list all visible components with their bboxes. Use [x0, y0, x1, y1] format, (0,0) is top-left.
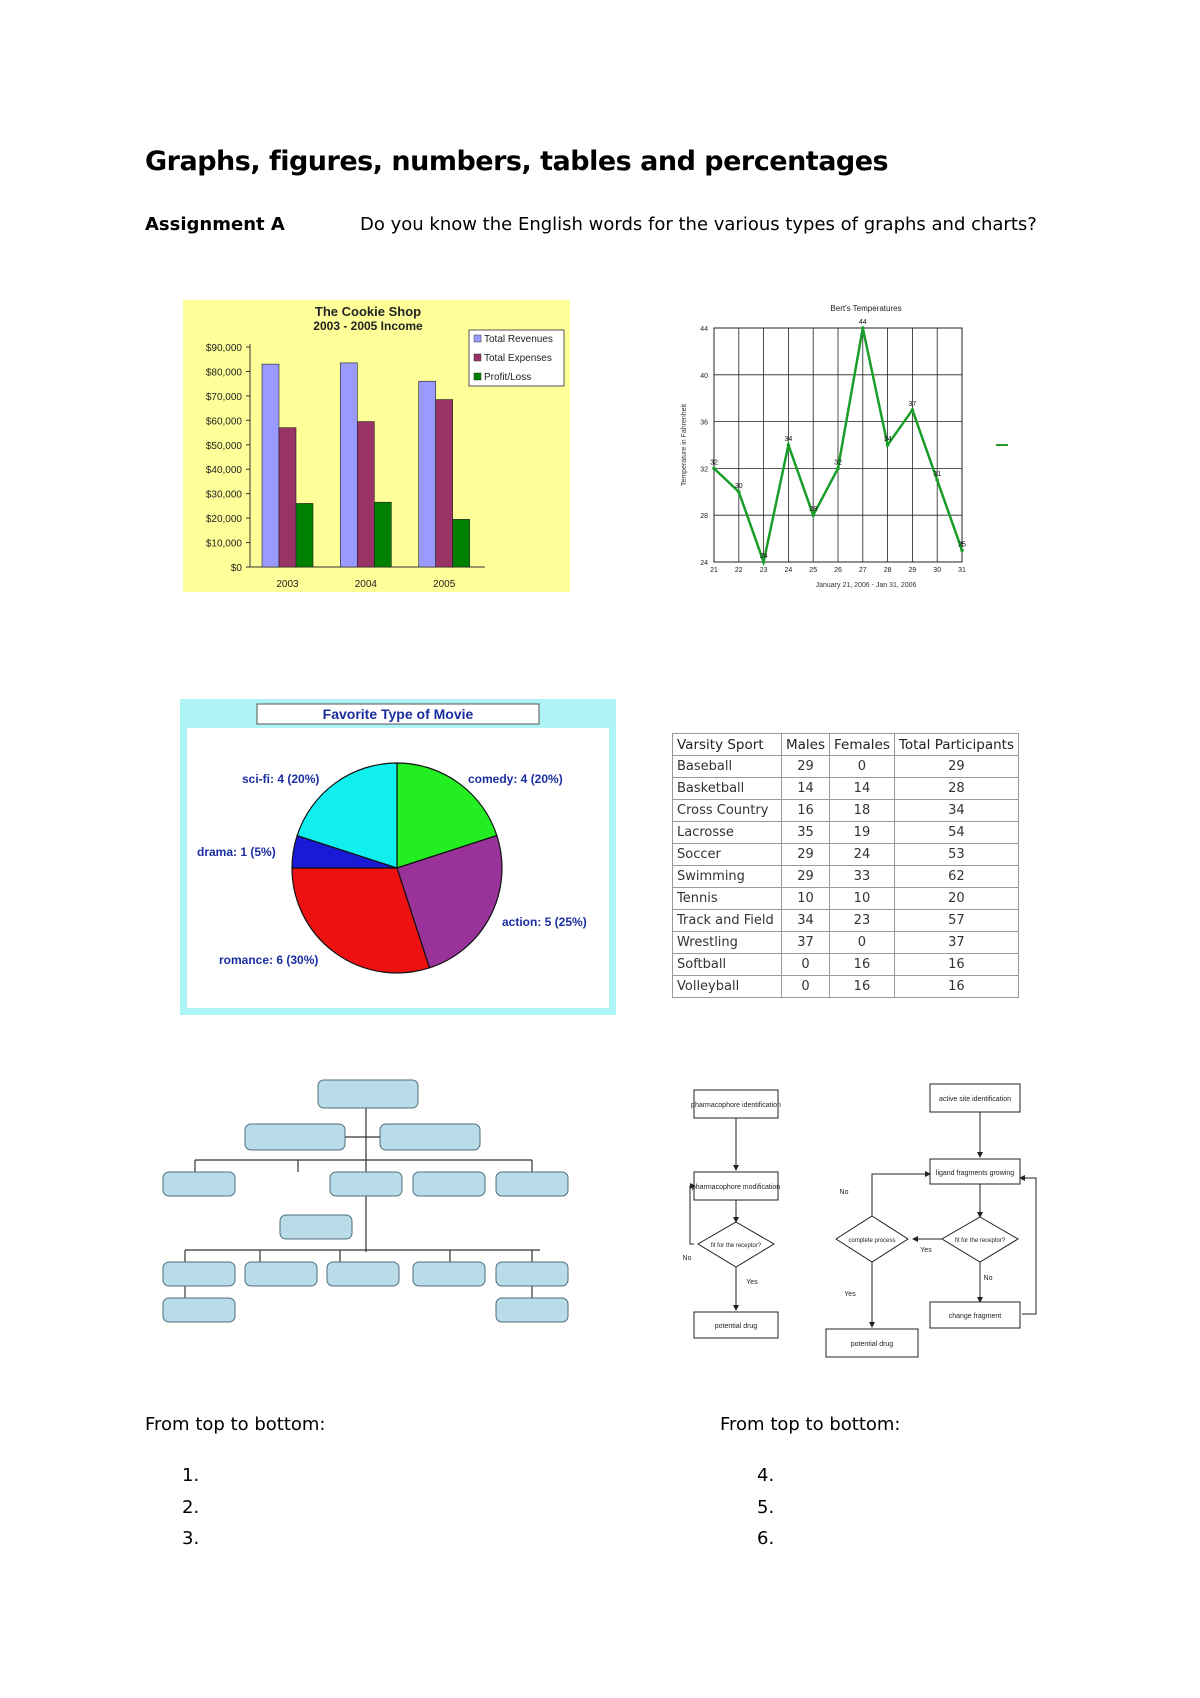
table-cell-value: 54	[894, 822, 1018, 844]
flow-label-yes-mid: Yes	[920, 1247, 932, 1254]
table-cell-value: 16	[894, 976, 1018, 998]
org-box	[496, 1298, 568, 1322]
table-cell-value: 28	[894, 778, 1018, 800]
flow-text-ligand-growing: ligand fragments growing	[935, 1170, 1015, 1177]
col-header-sport: Varsity Sport	[673, 734, 782, 756]
line-point-label: 32	[834, 459, 842, 467]
table-row	[673, 932, 1019, 954]
line-y-tick-label: 44	[700, 326, 708, 333]
line-x-tick-label: 26	[834, 567, 842, 574]
line-point	[935, 478, 939, 482]
bar-chart	[183, 300, 570, 592]
line-point-label: 34	[883, 436, 892, 443]
line-point	[712, 467, 716, 471]
table-cell-value: 29	[782, 866, 830, 888]
table-cell-value: 29	[782, 844, 830, 866]
flow-label-yes-bottom: Yes	[844, 1291, 856, 1298]
line-point-label: 30	[734, 482, 743, 490]
pie-chart-slices	[292, 763, 502, 973]
flow-label-no-right: No	[983, 1275, 993, 1282]
line-y-tick-label: 32	[700, 466, 708, 474]
bar-y-tick-label: $30,000	[205, 489, 242, 501]
bar-x-tick-label: 2005	[433, 579, 456, 590]
legend-swatch-revenues	[474, 335, 481, 342]
table-cell-sport: Wrestling	[673, 932, 782, 954]
pie-label-romance: romance: 6 (30%)	[219, 953, 319, 967]
answers-right-heading: From top to bottom:	[720, 1414, 901, 1435]
table-row	[673, 800, 1019, 822]
org-box	[327, 1262, 399, 1286]
table-row	[673, 910, 1019, 932]
bar	[340, 363, 357, 567]
table-row	[673, 888, 1019, 910]
table-row	[673, 866, 1019, 888]
table-cell-value: 16	[830, 954, 895, 976]
bar	[436, 400, 453, 567]
bar-y-tick-label: $40,000	[205, 465, 242, 477]
line-x-tick-label: 28	[883, 567, 892, 574]
page-title: Graphs, figures, numbers, tables and percentages	[145, 146, 889, 177]
bar	[279, 428, 296, 567]
bar-x-tick-label: 2004	[354, 579, 377, 590]
table-row	[673, 778, 1019, 800]
flow-text-fit-right: fit for the receptor?	[954, 1238, 1006, 1244]
table-cell-sport: Cross Country	[673, 800, 782, 822]
bar	[262, 364, 279, 567]
line-y-tick-label: 24	[700, 560, 708, 567]
line-point-label: 32	[710, 459, 718, 467]
table-cell-value: 10	[782, 888, 830, 910]
table-cell-sport: Volleyball	[673, 976, 782, 998]
pie-label-scifi: sci-fi: 4 (20%)	[242, 772, 320, 786]
bar	[419, 381, 436, 567]
table-cell-value: 19	[830, 822, 895, 844]
bar-y-tick-label: $80,000	[205, 367, 242, 379]
table-cell-sport: Baseball	[673, 756, 782, 778]
line-chart-ylabel: Temperature in Fahrenheit	[681, 403, 688, 487]
line-point-label: 34	[784, 436, 793, 443]
line-point	[886, 443, 890, 447]
answer-line-1: 1.	[182, 1465, 200, 1486]
bar-y-tick-label: $10,000	[205, 538, 242, 550]
bar-chart-title: The Cookie Shop	[314, 304, 422, 319]
sports-table	[672, 733, 1019, 998]
flow-text-fit-left: fit for the receptor?	[710, 1243, 762, 1249]
org-box	[380, 1124, 480, 1150]
table-cell-sport: Basketball	[673, 778, 782, 800]
table-cell-value: 18	[830, 800, 895, 822]
bar-chart-legend	[469, 330, 564, 386]
line-x-tick-label: 24	[784, 567, 793, 574]
line-point	[762, 560, 766, 564]
line-y-tick-label: 28	[700, 513, 708, 521]
org-box	[413, 1172, 485, 1196]
org-box	[245, 1262, 317, 1286]
line-x-tick-label: 30	[933, 567, 942, 574]
bar	[296, 503, 313, 567]
table-cell-sport: Tennis	[673, 888, 782, 910]
bar-y-tick-label: $20,000	[205, 514, 242, 526]
bar-y-tick-label: $50,000	[205, 440, 242, 452]
line-chart-title: Bert's Temperatures	[830, 304, 902, 313]
line-x-tick-label: 23	[759, 567, 768, 574]
line-point-label: 24	[759, 553, 768, 560]
org-box	[280, 1215, 352, 1239]
flow-label-no-left: No	[682, 1255, 692, 1262]
table-row	[673, 954, 1019, 976]
table-cell-value: 23	[830, 910, 895, 932]
org-box	[163, 1262, 235, 1286]
table-cell-value: 29	[894, 756, 1018, 778]
table-cell-value: 62	[894, 866, 1018, 888]
bar-y-tick-label: $60,000	[205, 416, 242, 428]
bar-y-tick-label: $0	[230, 563, 242, 574]
bar-y-tick-label: $90,000	[205, 343, 242, 354]
line-x-tick-label: 31	[958, 567, 966, 574]
flow-text-potential-drug-right: potential drug	[850, 1341, 894, 1348]
table-cell-value: 34	[894, 800, 1018, 822]
table-cell-value: 0	[830, 932, 895, 954]
line-y-tick-label: 40	[700, 372, 708, 380]
line-point	[960, 549, 964, 553]
line-point	[811, 513, 815, 517]
table-cell-value: 35	[782, 822, 830, 844]
flow-text-potential-drug-left: potential drug	[714, 1323, 758, 1330]
legend-swatch-profit	[474, 373, 481, 380]
bar	[374, 502, 391, 567]
line-x-tick-label: 21	[710, 567, 718, 574]
table-cell-value: 37	[894, 932, 1018, 954]
org-box	[413, 1262, 485, 1286]
table-cell-value: 10	[830, 888, 895, 910]
table-cell-sport: Swimming	[673, 866, 782, 888]
flow-text-pharmacophore-id: pharmacophore identification	[691, 1102, 781, 1109]
assignment-label: Assignment A	[145, 214, 285, 235]
col-header-males: Males	[782, 734, 830, 756]
line-point-label: 31	[933, 471, 942, 479]
line-x-tick-label: 27	[858, 567, 867, 574]
legend-label-revenues: Total Revenues	[484, 334, 553, 345]
bar-chart-subtitle: 2003 - 2005 Income	[313, 319, 423, 333]
flow-label-yes-left: Yes	[746, 1279, 758, 1286]
org-box	[245, 1124, 345, 1150]
table-cell-value: 0	[782, 954, 830, 976]
answer-line-5: 5.	[757, 1497, 775, 1518]
table-cell-value: 34	[782, 910, 830, 932]
line-point-label: 25	[958, 541, 966, 549]
answer-line-2: 2.	[182, 1497, 200, 1518]
answer-line-3: 3.	[182, 1528, 200, 1549]
legend-swatch-expenses	[474, 354, 481, 361]
flow-text-pharmacophore-mod: pharmacophore modification	[691, 1184, 781, 1191]
pie-label-drama: drama: 1 (5%)	[197, 845, 276, 859]
org-box	[163, 1172, 235, 1196]
pie-chart-title: Favorite Type of Movie	[322, 706, 474, 722]
line-x-tick-label: 29	[908, 567, 917, 574]
org-box	[496, 1262, 568, 1286]
table-cell-value: 0	[830, 756, 895, 778]
bar	[453, 519, 470, 567]
table-cell-value: 29	[782, 756, 830, 778]
line-y-tick-label: 36	[700, 419, 708, 427]
org-box	[496, 1172, 568, 1196]
table-cell-sport: Soccer	[673, 844, 782, 866]
table-cell-sport: Lacrosse	[673, 822, 782, 844]
table-row	[673, 976, 1019, 998]
answers-left-heading: From top to bottom:	[145, 1414, 326, 1435]
line-x-tick-label: 25	[809, 567, 818, 574]
table-row	[673, 756, 1019, 778]
table-cell-value: 37	[782, 932, 830, 954]
org-chart	[160, 1072, 580, 1327]
dash-mark	[996, 444, 1008, 446]
line-point-label: 37	[908, 400, 917, 408]
org-box	[330, 1172, 402, 1196]
table-row	[673, 844, 1019, 866]
legend-label-expenses: Total Expenses	[484, 353, 552, 364]
line-chart	[676, 300, 976, 595]
pie-label-action: action: 5 (25%)	[502, 915, 587, 929]
answer-line-6: 6.	[757, 1528, 775, 1549]
table-cell-value: 16	[782, 800, 830, 822]
bar-x-tick-label: 2003	[276, 579, 299, 590]
line-point	[787, 443, 791, 447]
line-point	[911, 408, 915, 412]
line-point	[861, 326, 865, 330]
flowchart	[682, 1082, 1050, 1372]
table-header-row	[673, 734, 1019, 756]
col-header-total: Total Participants	[894, 734, 1018, 756]
flow-label-no-top: No	[839, 1189, 849, 1196]
bar	[357, 422, 374, 567]
flow-text-complete: complete process	[848, 1238, 896, 1244]
table-cell-value: 24	[830, 844, 895, 866]
legend-label-profit: Profit/Loss	[484, 372, 532, 383]
table-cell-sport: Softball	[673, 954, 782, 976]
line-point	[836, 467, 840, 471]
table-cell-sport: Track and Field	[673, 910, 782, 932]
org-box	[318, 1080, 418, 1108]
table-cell-value: 20	[894, 888, 1018, 910]
table-cell-value: 53	[894, 844, 1018, 866]
bar-y-tick-label: $70,000	[205, 391, 242, 403]
flow-text-change-fragment: change fragment	[948, 1313, 1002, 1320]
table-cell-value: 0	[782, 976, 830, 998]
table-cell-value: 14	[782, 778, 830, 800]
assignment-question: Do you know the English words for the various types of graphs and charts?	[360, 214, 1037, 235]
pie-label-comedy: comedy: 4 (20%)	[468, 772, 563, 786]
answer-line-4: 4.	[757, 1465, 775, 1486]
flow-text-active-site: active site identification	[939, 1096, 1011, 1103]
line-x-tick-label: 22	[734, 567, 743, 574]
table-cell-value: 14	[830, 778, 895, 800]
pie-chart	[179, 698, 617, 1016]
table-cell-value: 57	[894, 910, 1018, 932]
table-cell-value: 33	[830, 866, 895, 888]
line-chart-xlabel: January 21, 2006 - Jan 31, 2006	[815, 582, 917, 589]
line-point-label: 44	[858, 319, 867, 326]
table-cell-value: 16	[830, 976, 895, 998]
org-box	[163, 1298, 235, 1322]
line-point	[737, 490, 741, 494]
table-cell-value: 16	[894, 954, 1018, 976]
line-point-label: 28	[809, 506, 818, 514]
col-header-females: Females	[830, 734, 895, 756]
table-row	[673, 822, 1019, 844]
